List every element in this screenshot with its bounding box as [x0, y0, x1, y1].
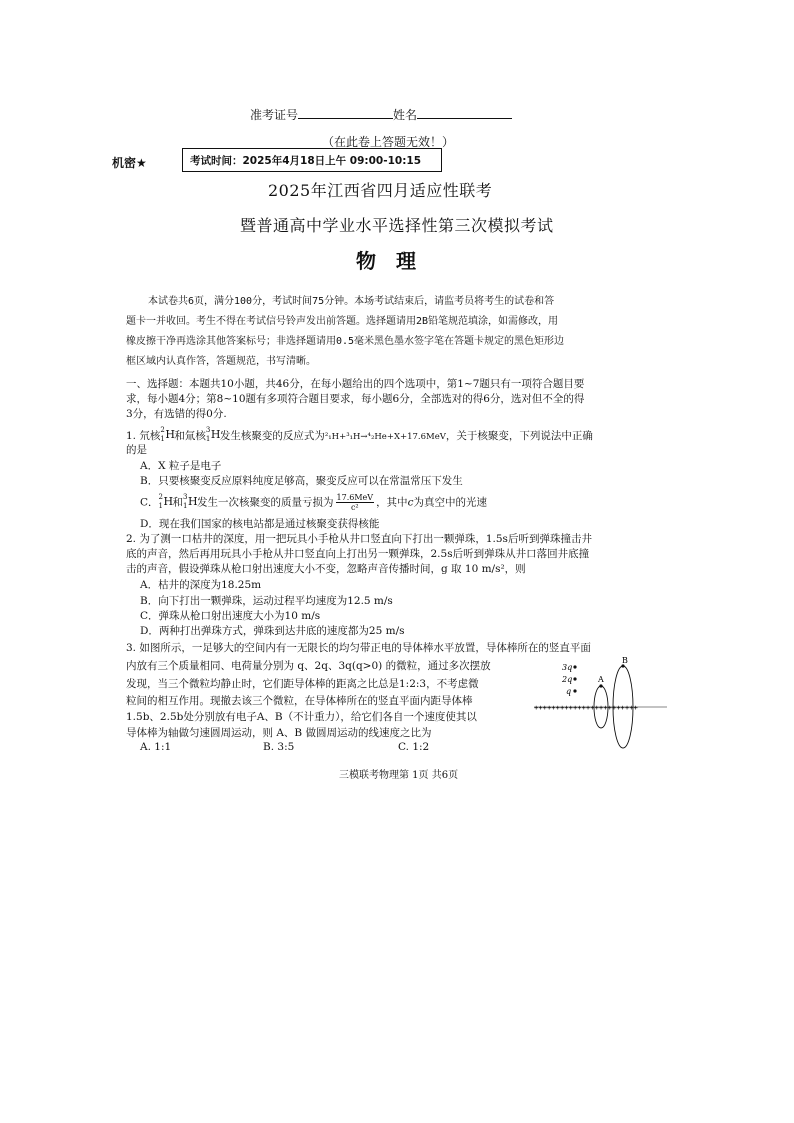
section1-line-1: 一、选择题：本题共10小题，共46分，在每小题给出的四个选项中，第1~7题只有一项符合题目要	[126, 378, 585, 390]
section1-line-3: 3分，有选错的得0分.	[126, 408, 227, 420]
rod-charges: ++++++++++++++++++++++++	[534, 703, 638, 712]
q2-option-c[interactable]: C．弹珠从枪口射出速度大小为10 m/s	[140, 610, 321, 622]
intro-line-4: 框区域内认真作答，答题规范，书写清晰。	[126, 356, 316, 367]
q2-option-b[interactable]: B．向下打出一颗弹珠，运动过程平均速度为12.5 m/s	[140, 595, 393, 607]
exam-time: 考试时间：2025年4月18日上午 09:00-10:15	[190, 155, 421, 167]
q1-stem: 1. 氘核 2 1 H 和氚核 3 1 H 发生核聚变的反应式为²₁H+³₁H→⁴₂He+X+17.6MeV，关于核聚变，下列说法中正确	[126, 426, 593, 443]
q2-line-3: 击的声音，假设弹珠从枪口射出速度大小不变，忽略声音传播时间，g 取 10 m/s²，则	[126, 563, 526, 575]
label-a: A	[598, 675, 604, 684]
secret-label: 机密★	[112, 156, 147, 170]
intro-line-2: 题卡一并收回。考生不得在考试信号铃声发出前答题。选择题请用2B铅笔规范填涂，如需修改，用	[126, 316, 559, 327]
admission-label: 准考证号	[250, 108, 299, 122]
particle-2q	[573, 677, 576, 680]
label-q: q	[566, 687, 572, 696]
section1-line-2: 求，每小题4分；第8~10题有多项符合题目要求，每小题6分，全部选对的得6分，选对但不全的得	[126, 393, 585, 405]
q1-option-d[interactable]: D．现在我们国家的核电站都是通过核聚变获得核能	[140, 518, 380, 530]
subject-title: 物 理	[356, 249, 416, 273]
q3-line-3: 发现，当三个微粒均静止时，它们距导体棒的距离之比总是1:2:3，不考虑微	[126, 678, 479, 690]
name-label: 姓名	[393, 108, 418, 122]
fusion-reaction: ²₁H+³₁H→⁴₂He+X+17.6MeV	[324, 432, 446, 442]
label-b: B	[622, 656, 628, 665]
q1-stem-2: 的是	[126, 444, 147, 456]
tritium-symbol-c: 3 1 H	[183, 492, 198, 510]
q3-figure	[530, 652, 670, 752]
intro-line-1: 本试卷共6页，满分100分，考试时间75分钟。本场考试结束后，请监考员将考生的试卷和答	[148, 296, 555, 307]
deuterium-symbol-c: 2 1 H	[158, 492, 174, 510]
q3-line-2: 内放有三个质量相同、电荷量分别为 q、2q、3q(q>0) 的微粒，通过多次摆放	[126, 660, 491, 672]
electron-a	[599, 684, 602, 687]
title-line1: 2025年江西省四月适应性联考	[268, 181, 493, 200]
invalid-note: （在此卷上答题无效！）	[322, 135, 455, 149]
q3-line-1: 3. 如图所示，一足够大的空间内有一无限长的均匀带正电的导体棒水平放置，导体棒所在的竖直平面	[126, 642, 591, 654]
q1-option-a[interactable]: A．X 粒子是电子	[140, 460, 222, 472]
q1-option-b[interactable]: B．只要核聚变反应原料纯度足够高，聚变反应可以在常温常压下发生	[140, 475, 463, 487]
q2-line-2: 底的声音，然后再用玩具小手枪从井口竖直向上打出另一颗弹珠，2.5s后听到弹珠从井口落回井底撞	[126, 548, 590, 560]
q3-option-c[interactable]: C. 1:2	[398, 741, 430, 753]
q2-line-1: 2. 为了测一口枯井的深度，用一把玩具小手枪从井口竖直向下打出一颗弹珠，1.5s后听到弹珠撞击井	[126, 533, 592, 545]
q3-line-4: 粒间的相互作用。现撤去该三个微粒，在导体棒所在的竖直平面内距导体棒	[126, 695, 473, 707]
q3-line-6: 导体棒为轴做匀速圆周运动，则 A、B 做圆周运动的线速度之比为	[126, 727, 432, 739]
q1-option-c[interactable]: C． 2 1 H 和 3 1 H 发生一次核聚变的质量亏损为 $\frac{\text{17.6MeV}}{\text{c²}}$ ，其中c为真空中的光速	[140, 492, 487, 512]
page-footer: 三模联考物理第 1页 共6页	[339, 770, 459, 781]
mass-defect-fraction: $\frac{\text{17.6MeV}}{\text{c²}}$	[336, 493, 374, 512]
q3-line-5: 1.5b、2.5b处分别放有电子A、B（不计重力），给它们各自一个速度使其以	[126, 711, 477, 723]
q3-option-b[interactable]: B. 3:5	[263, 741, 295, 753]
intro-line-3: 橡皮擦干净再选涂其他答案标号；非选择题请用0.5毫米黑色墨水签字笔在答题卡规定的黑色矩形边	[126, 336, 565, 347]
particle-q	[573, 689, 576, 692]
particle-3q	[573, 665, 576, 668]
tritium-symbol: 3 1 H	[205, 426, 221, 443]
q2-option-a[interactable]: A．枯井的深度为18.25m	[140, 579, 262, 591]
q2-option-d[interactable]: D．两种打出弹珠方式，弹珠到达井底的速度都为25 m/s	[140, 625, 405, 637]
q3-option-a[interactable]: A. 1:1	[140, 741, 172, 753]
exam-id-row	[250, 106, 512, 123]
deuterium-symbol: 2 1 H	[160, 426, 175, 443]
admission-blank[interactable]	[298, 106, 393, 119]
title-line2: 暨普通高中学业水平选择性第三次模拟考试	[240, 216, 554, 235]
name-blank[interactable]	[417, 106, 512, 119]
label-2q: 2q	[562, 675, 573, 684]
label-3q: 3q	[562, 663, 573, 672]
